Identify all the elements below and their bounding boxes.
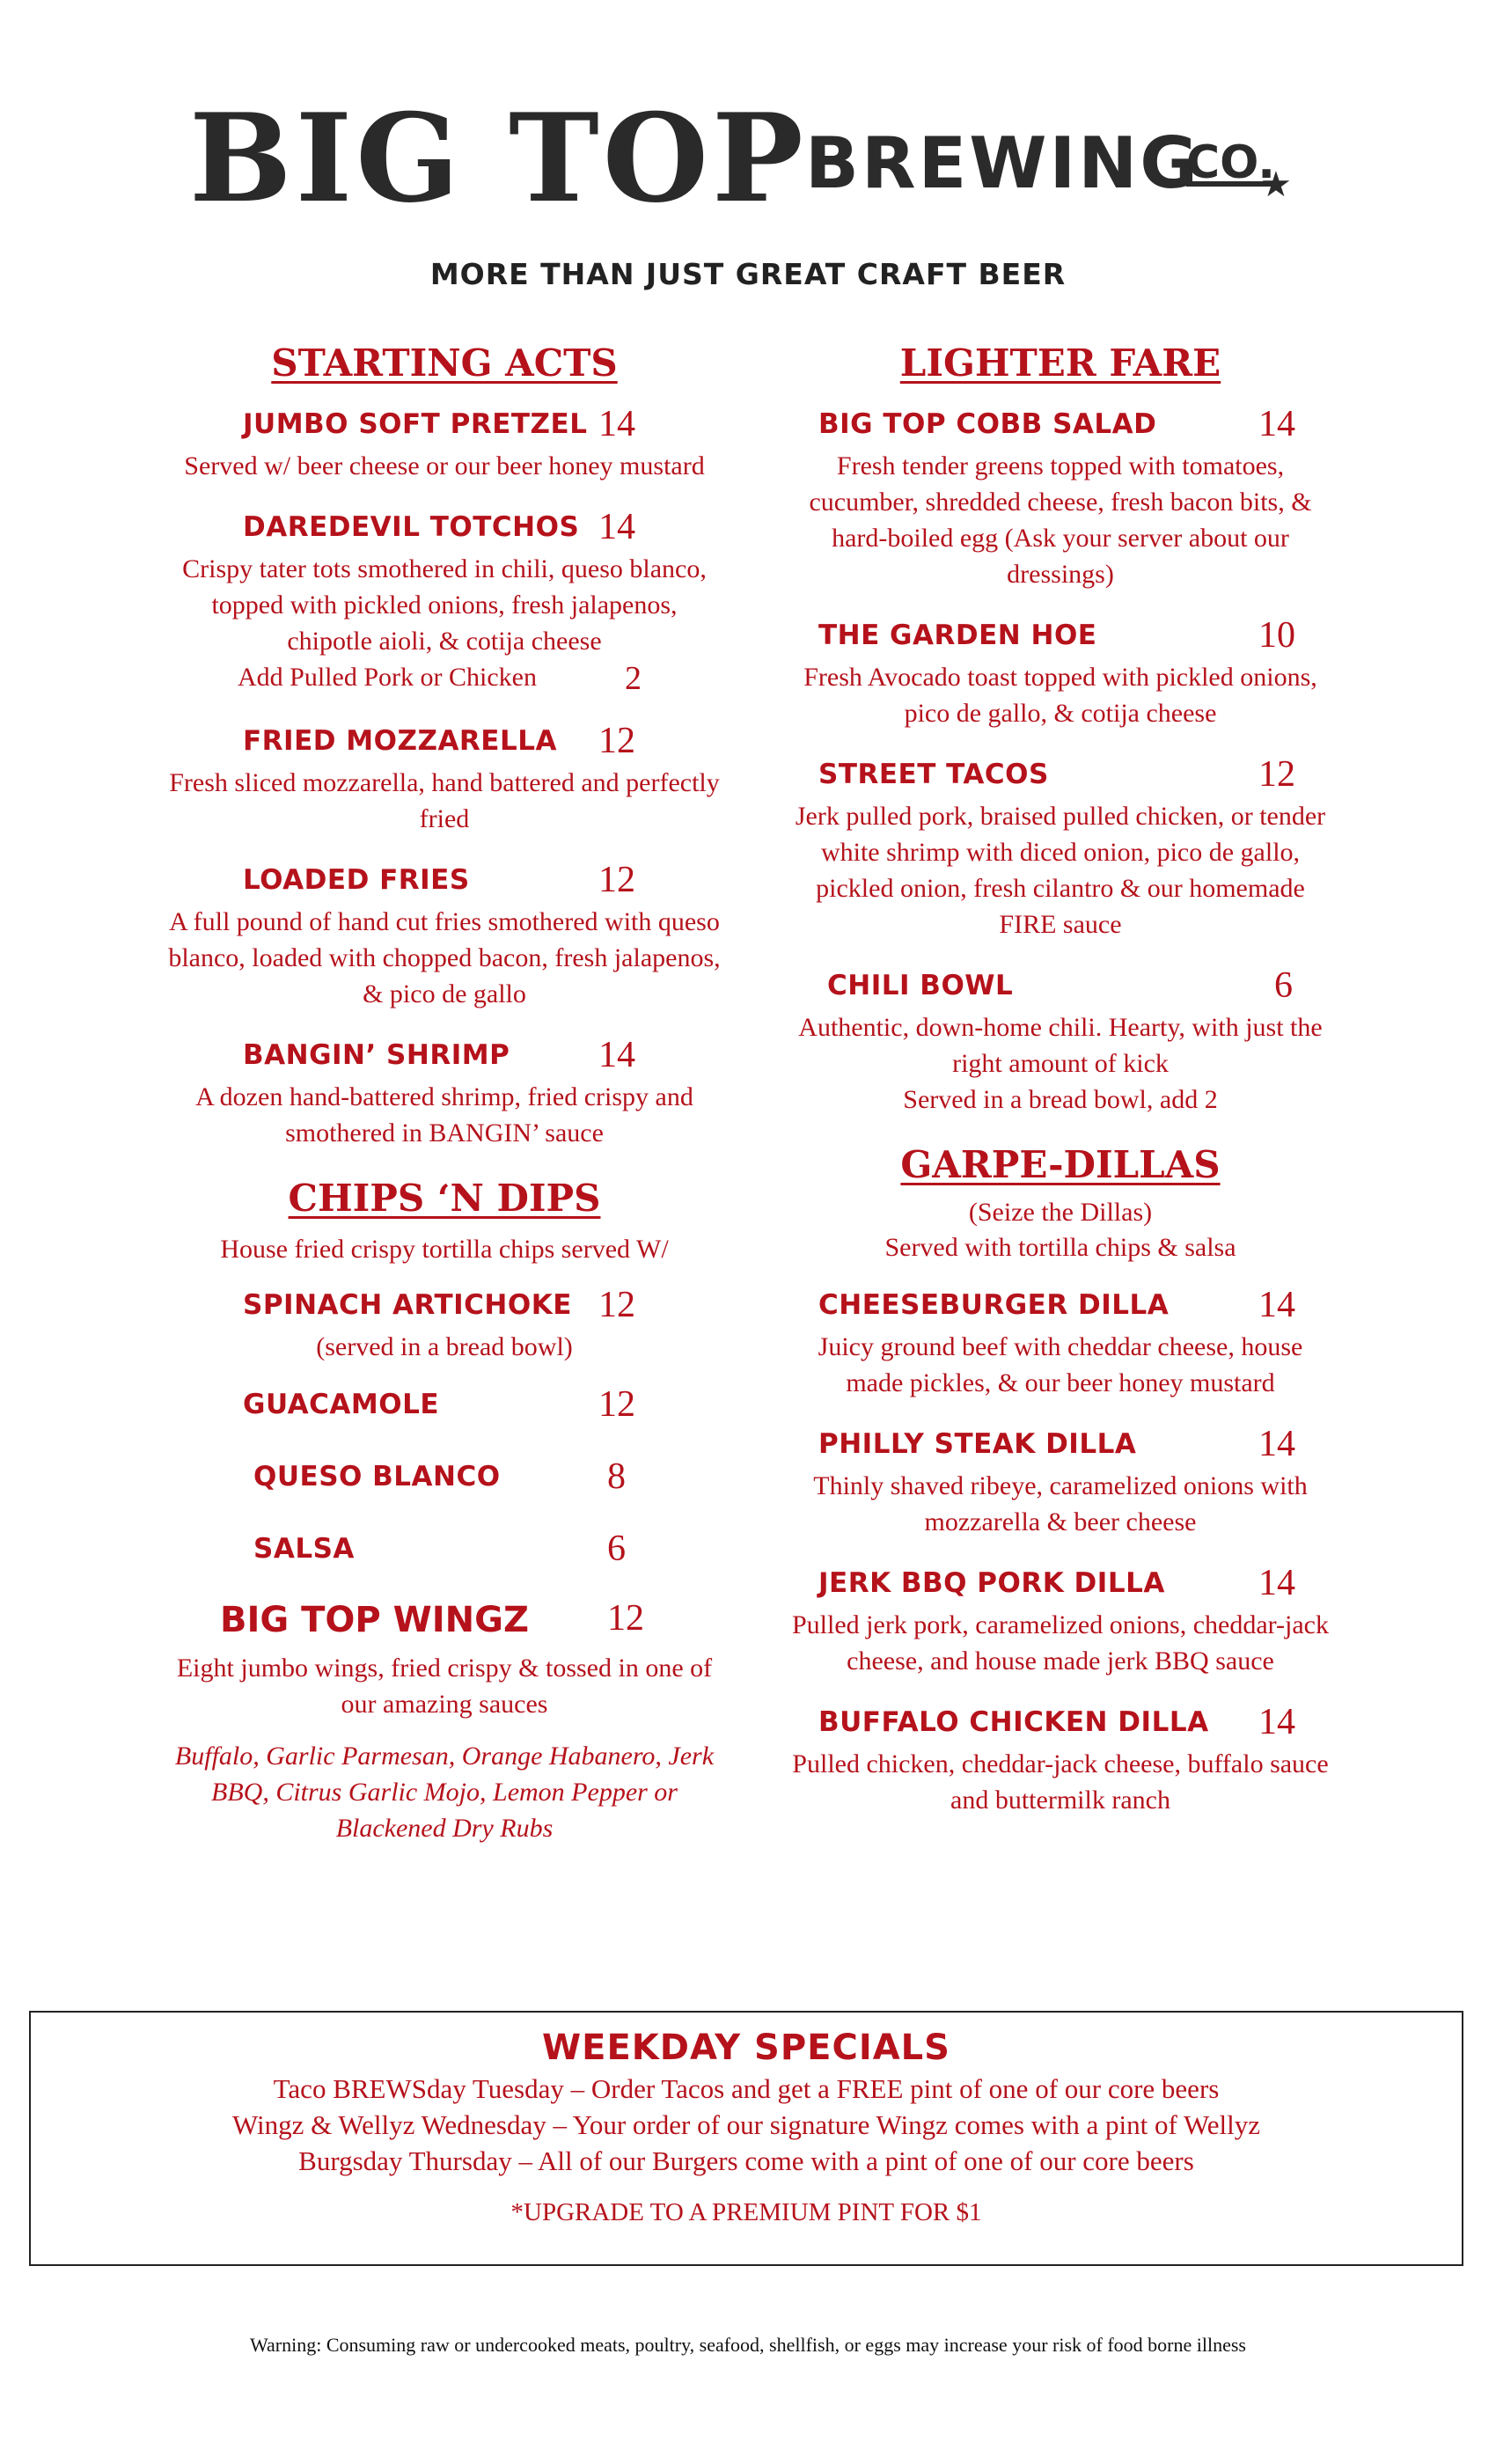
item-name: JUMBO SOFT PRETZEL <box>243 408 588 440</box>
star-icon: ★ <box>1260 165 1292 204</box>
menu-item <box>167 404 722 484</box>
menu-item <box>792 1424 1329 1540</box>
section-note: (Seize the Dillas) <box>968 1198 1153 1227</box>
menu-item <box>167 1035 722 1151</box>
item-price: 14 <box>598 507 635 547</box>
item-name: DAREDEVIL TOTCHOS <box>243 511 580 543</box>
section-title-chips-n-dips: CHIPS ‘N DIPS <box>288 1177 601 1220</box>
item-description: Fresh sliced mozzarella, hand battered and perfectly fried <box>169 768 720 833</box>
item-description: A full pound of hand cut fries smothered with queso blanco, loaded with chopped bacon, fresh jalapenos, & pico de gallo <box>168 907 721 1008</box>
item-description: Crispy tater tots smothered in chili, queso blanco, topped with pickled onions, fresh jalapenos, chipotle aioli, & cotija cheese <box>182 554 707 656</box>
item-price: 12 <box>607 1598 644 1639</box>
item-price: 12 <box>598 1384 635 1425</box>
section-title-lighter-fare: LIGHTER FARE <box>899 341 1221 385</box>
menu-item-wingz <box>167 1594 722 1646</box>
item-name: BIG TOP COBB SALAD <box>818 408 1157 440</box>
item-description: (served in a bread bowl) <box>316 1332 573 1361</box>
item-price: 12 <box>598 860 635 900</box>
weekday-specials-box <box>29 2011 1463 2266</box>
addon-text: Add Pulled Pork or Chicken <box>238 663 537 692</box>
item-price: 14 <box>598 404 635 444</box>
specials-line: Taco BREWSday Tuesday – Order Tacos and get a FREE pint of one of our core beers <box>273 2073 1220 2104</box>
addon-price: 2 <box>625 660 642 697</box>
logo-co: CO. <box>1186 136 1275 189</box>
menu-item <box>792 965 1329 1118</box>
section-title-garpe-dillas: GARPE-DILLAS <box>900 1143 1221 1186</box>
item-price: 14 <box>1258 1563 1295 1603</box>
tagline: MORE THAN JUST GREAT CRAFT BEER <box>429 257 1067 291</box>
section-note: House fried crispy tortilla chips served W/ <box>220 1235 669 1264</box>
item-name: LOADED FRIES <box>243 864 470 896</box>
item-description: Served w/ beer cheese or our beer honey mustard <box>184 451 705 480</box>
item-name: PHILLY STEAK DILLA <box>818 1428 1137 1460</box>
specials-upgrade: *UPGRADE TO A PREMIUM PINT FOR $1 <box>510 2198 982 2226</box>
item-price: 12 <box>1258 754 1295 795</box>
right-column <box>792 339 1329 1841</box>
item-addon <box>167 659 722 698</box>
item-name: CHEESEBURGER DILLA <box>818 1289 1170 1321</box>
specials-line: Wingz & Wellyz Wednesday – Your order of our signature Wingz comes with a pint of Wellyz <box>231 2109 1261 2140</box>
item-description: Pulled chicken, cheddar-jack cheese, buffalo sauce and buttermilk ranch <box>792 1749 1329 1815</box>
item-name: BIG TOP WINGZ <box>220 1600 529 1640</box>
item-name: GUACAMOLE <box>243 1389 440 1420</box>
menu-item <box>792 1285 1329 1401</box>
left-column <box>167 339 722 1846</box>
menu-item <box>167 1285 722 1365</box>
item-price: 14 <box>1258 1702 1295 1742</box>
brand-logo <box>0 88 1496 229</box>
item-name: SALSA <box>253 1533 355 1565</box>
specials-line: Burgsday Thursday – All of our Burgers come with a pint of one of our core beers <box>298 2145 1194 2176</box>
item-description: Authentic, down-home chili. Hearty, with just the right amount of kick <box>798 1013 1323 1078</box>
menu-item <box>167 721 722 837</box>
menu-item <box>167 1522 722 1576</box>
menu-item <box>792 615 1329 731</box>
menu-item <box>167 860 722 1012</box>
item-price: 10 <box>1258 615 1295 656</box>
item-name: BANGIN’ SHRIMP <box>243 1039 510 1071</box>
sauce-list: Buffalo, Garlic Parmesan, Orange Habanero, Jerk BBQ, Citrus Garlic Mojo, Lemon Pepper or Blackened Dry Rubs <box>174 1742 715 1843</box>
item-price: 6 <box>1274 965 1293 1006</box>
item-description: Fresh Avocado toast topped with pickled onions, pico de gallo, & cotija cheese <box>803 663 1317 728</box>
item-addon: Served in a bread bowl, add 2 <box>903 1085 1218 1114</box>
menu-item <box>792 754 1329 942</box>
item-name: JERK BBQ PORK DILLA <box>818 1567 1165 1599</box>
item-name: QUESO BLANCO <box>253 1461 501 1492</box>
item-description: Fresh tender greens topped with tomatoes, cucumber, shredded cheese, fresh bacon bits, & hard-boiled egg (Ask your server about our dressings) <box>809 451 1312 589</box>
item-name: BUFFALO CHICKEN DILLA <box>818 1706 1209 1738</box>
item-description: Eight jumbo wings, fried crispy & tossed in one of our amazing sauces <box>176 1654 713 1719</box>
item-description: Jerk pulled pork, braised pulled chicken, or tender white shrimp with diced onion, pico de gallo, pickled onion, fresh cilantro & our homemade FIRE sauce <box>795 802 1326 939</box>
section-title-starting-acts: STARTING ACTS <box>271 341 618 385</box>
item-name: THE GARDEN HOE <box>818 620 1097 651</box>
item-price: 14 <box>1258 1285 1295 1325</box>
specials-title: WEEKDAY SPECIALS <box>542 2028 950 2068</box>
logo-brewing: BREWING <box>805 122 1200 204</box>
menu-item <box>167 1449 722 1504</box>
item-name: STREET TACOS <box>818 759 1049 790</box>
logo-big-top: BIG TOP <box>189 86 807 230</box>
item-description: A dozen hand-battered shrimp, fried crispy and smothered in BANGIN’ sauce <box>195 1082 693 1148</box>
item-name: SPINACH ARTICHOKE <box>243 1289 572 1321</box>
menu-item <box>792 404 1329 592</box>
item-price: 6 <box>607 1529 626 1569</box>
item-price: 8 <box>607 1456 626 1497</box>
menu-item <box>167 507 722 698</box>
menu-item <box>792 1702 1329 1818</box>
section-note: Served with tortilla chips & salsa <box>884 1233 1236 1262</box>
item-price: 12 <box>598 1285 635 1325</box>
item-description: Thinly shaved ribeye, caramelized onions with mozzarella & beer cheese <box>813 1471 1308 1536</box>
item-price: 12 <box>598 721 635 761</box>
item-name: CHILI BOWL <box>827 970 1014 1001</box>
item-price: 14 <box>1258 404 1295 444</box>
menu-item <box>167 1377 722 1432</box>
item-name: FRIED MOZZARELLA <box>243 725 557 757</box>
item-price: 14 <box>598 1035 635 1075</box>
item-price: 14 <box>1258 1424 1295 1464</box>
menu-item <box>792 1563 1329 1679</box>
food-warning: Warning: Consuming raw or undercooked meats, poultry, seafood, shellfish, or eggs may increase your risk of food borne illness <box>250 2334 1246 2356</box>
item-description: Juicy ground beef with cheddar cheese, house made pickles, & our beer honey mustard <box>818 1332 1303 1397</box>
item-description: Pulled jerk pork, caramelized onions, cheddar-jack cheese, and house made jerk BBQ sauce <box>792 1610 1329 1676</box>
